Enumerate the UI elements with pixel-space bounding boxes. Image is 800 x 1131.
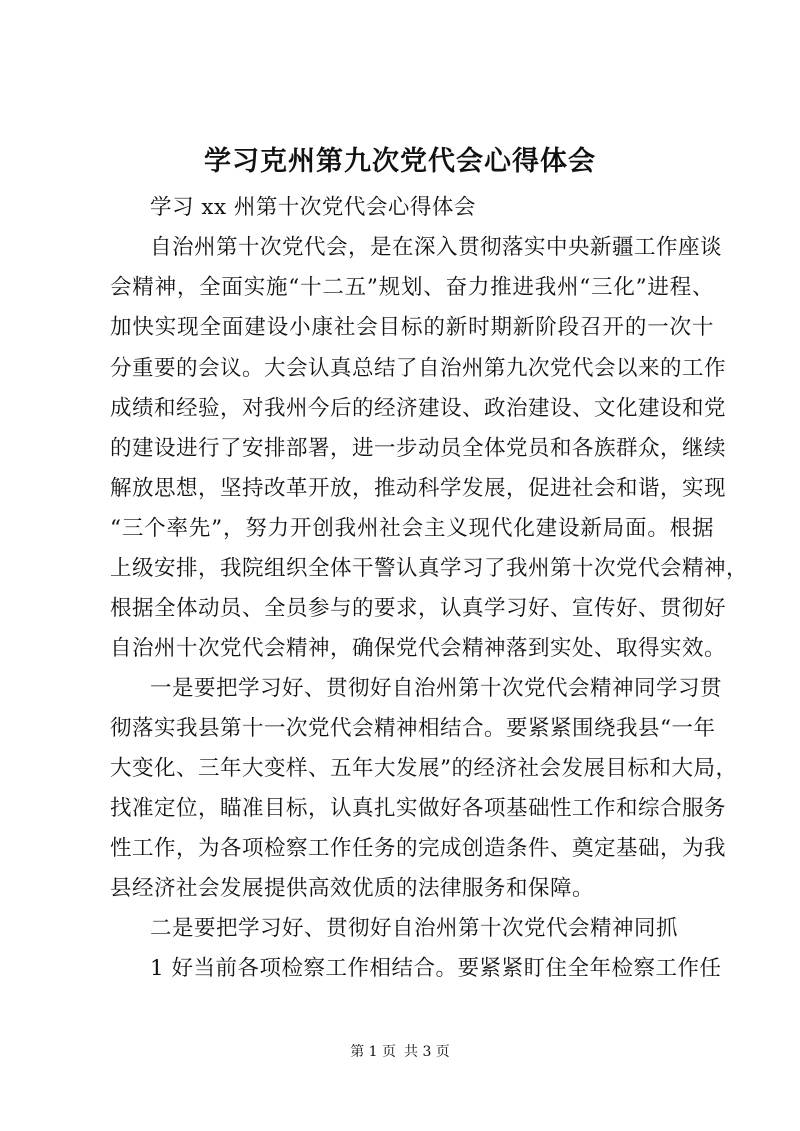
paragraph-line: 加快实现全面建设小康社会目标的新时期新阶段召开的一次十 bbox=[110, 315, 714, 340]
paragraph-line: 上级安排，我院组织全体干警认真学习了我州第十次党代会精神， bbox=[110, 556, 749, 581]
paragraph-line: 会精神，全面实施“十二五”规划、奋力推进我州“三化”进程、 bbox=[110, 275, 714, 300]
paragraph-line: 自治州十次党代会精神，确保党代会精神落到实处、取得实效。 bbox=[110, 636, 727, 661]
paragraph-line: 彻落实我县第十一次党代会精神相结合。要紧紧围绕我县“一年 bbox=[110, 716, 716, 741]
paragraph-line: 1 好当前各项检察工作相结合。要紧紧盯住全年检察工作任 bbox=[150, 956, 722, 981]
paragraph-line: 二是要把学习好、贯彻好自治州第十次党代会精神同抓 bbox=[150, 916, 679, 941]
paragraph-line: 成绩和经验，对我州今后的经济建设、政治建设、文化建设和党 bbox=[110, 396, 727, 421]
paragraph-line: 大变化、三年大变样、五年大发展”的经济社会发展目标和大局， bbox=[110, 756, 738, 781]
paragraph-line: 找准定位，瞄准目标，认真扎实做好各项基础性工作和综合服务 bbox=[110, 796, 727, 821]
paragraph-line: 一是要把学习好、贯彻好自治州第十次党代会精神同学习贯 bbox=[150, 676, 723, 701]
paragraph-line: “三个率先”，努力开创我州社会主义现代化建设新局面。根据 bbox=[110, 516, 714, 541]
page-total: 共 3 页 bbox=[404, 1044, 450, 1060]
document-title: 学习克州第九次党代会心得体会 bbox=[204, 146, 596, 177]
paragraph-line: 根据全体动员、全员参与的要求，认真学习好、宣传好、贯彻好 bbox=[110, 596, 727, 621]
paragraph-line: 分重要的会议。大会认真总结了自治州第九次党代会以来的工作 bbox=[110, 356, 727, 381]
paragraph-line: 县经济社会发展提供高效优质的法律服务和保障。 bbox=[110, 876, 595, 901]
paragraph-line: 的建设进行了安排部署，进一步动员全体党员和各族群众，继续 bbox=[110, 436, 727, 461]
subtitle-line: 学习 xx 州第十次党代会心得体会 bbox=[150, 195, 476, 220]
paragraph-line: 自治州第十次党代会，是在深入贯彻落实中央新疆工作座谈 bbox=[150, 235, 723, 260]
paragraph-line: 性工作，为各项检察工作任务的完成创造条件、奠定基础，为我 bbox=[110, 836, 727, 861]
paragraph-line: 解放思想，坚持改革开放，推动科学发展，促进社会和谐，实现 bbox=[110, 476, 727, 501]
page-footer bbox=[0, 1042, 800, 1062]
page-number: 第 1 页 bbox=[350, 1044, 396, 1060]
